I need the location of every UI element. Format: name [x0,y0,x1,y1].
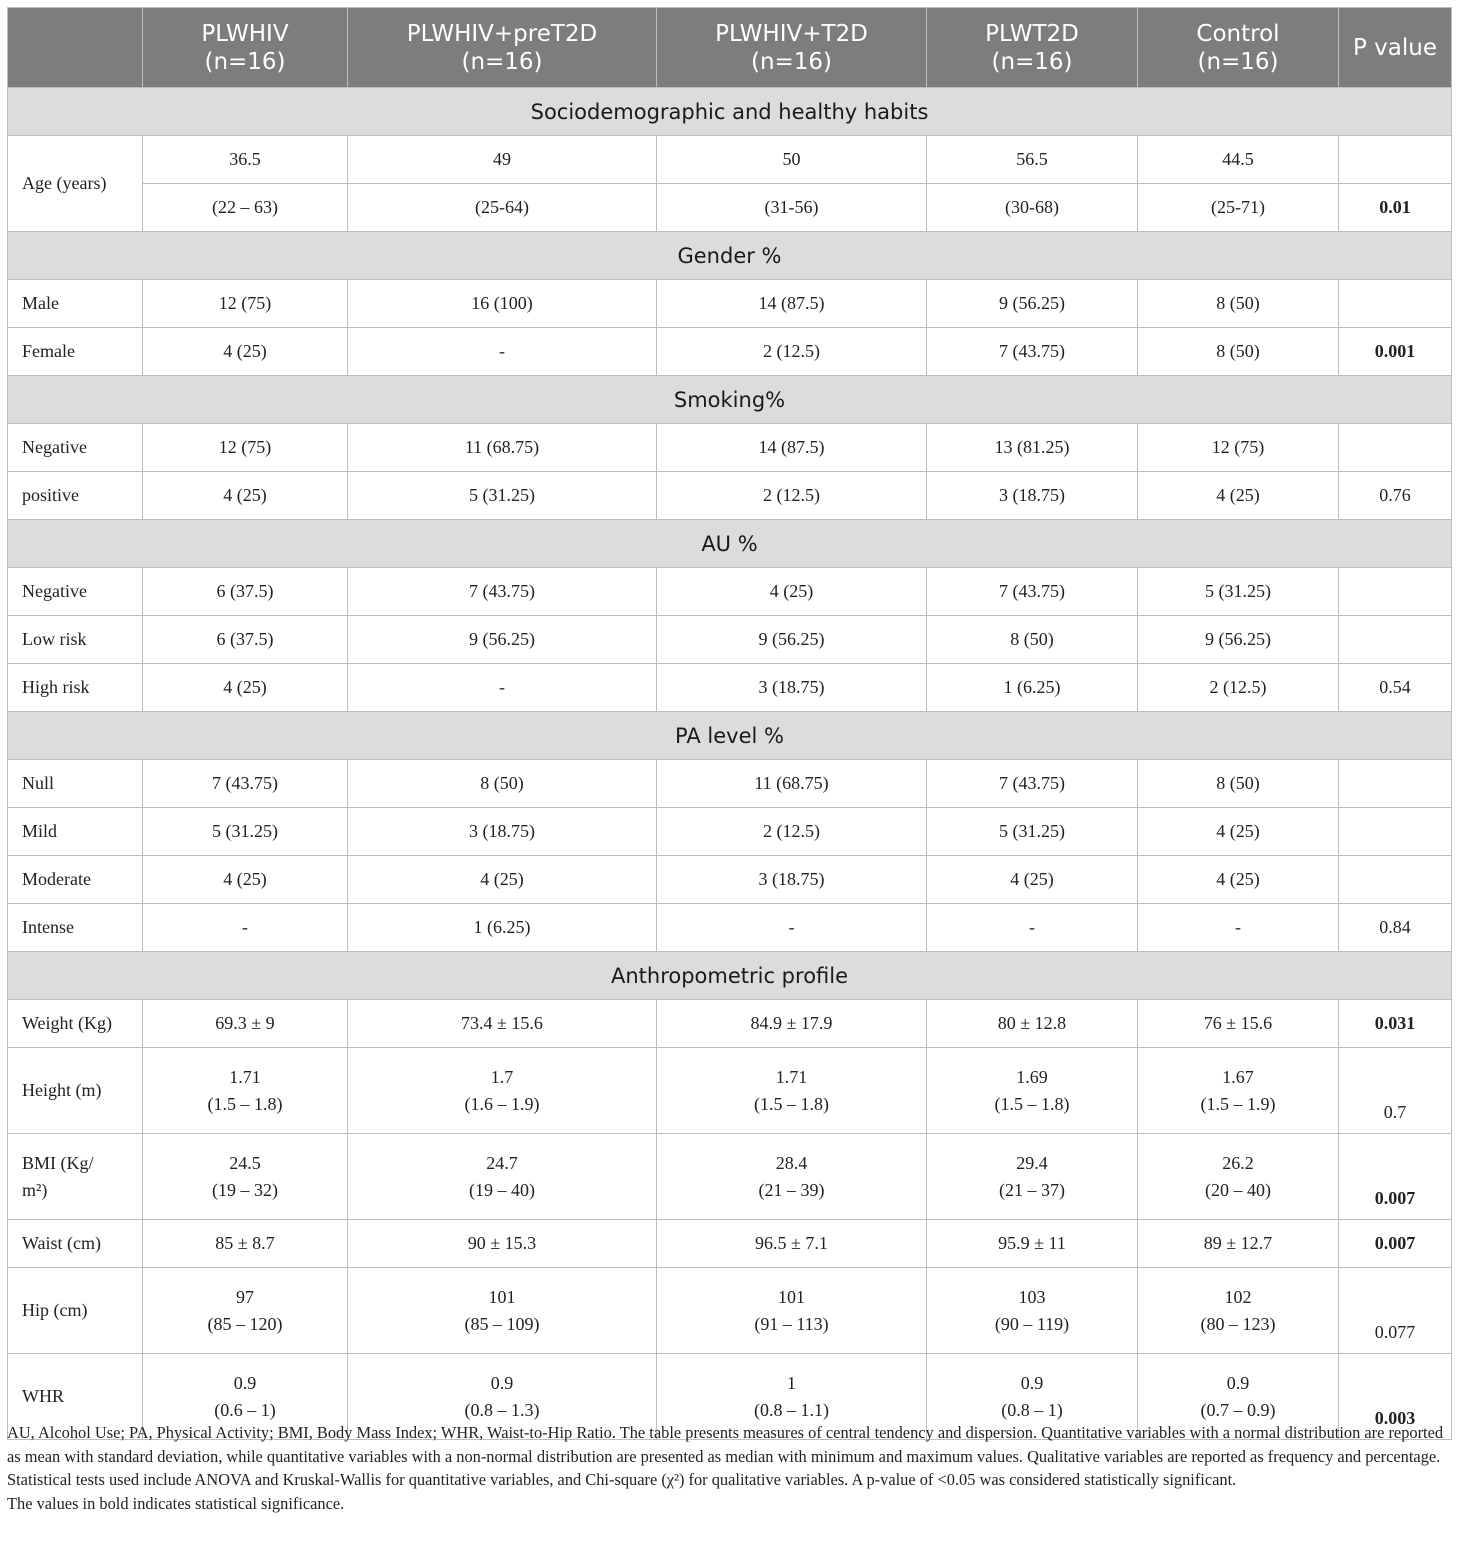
cell: 69.3 ± 9 [143,1000,348,1048]
cell: 3 (18.75) [657,856,927,904]
cell: 6 (37.5) [143,616,348,664]
cell: 24.5 (19 – 32) [143,1134,348,1220]
cell: 12 (75) [143,424,348,472]
table-row [8,664,1452,712]
p-value: 0.01 [1339,184,1452,232]
section-smoking: Smoking% [8,376,1452,424]
row-label: Negative [8,568,143,616]
cell: - [657,904,927,952]
cell: (30-68) [927,184,1138,232]
cell: 4 (25) [1138,856,1339,904]
section-anthropometric: Anthropometric profile [8,952,1452,1000]
cell: 8 (50) [1138,760,1339,808]
p-value: 0.7 [1339,1048,1452,1134]
cell: 56.5 [927,136,1138,184]
table-row [8,280,1452,328]
cell: 36.5 [143,136,348,184]
cell: - [1138,904,1339,952]
cell: 9 (56.25) [1138,616,1339,664]
cell: 0.9 (0.7 – 0.9) [1138,1354,1339,1440]
row-label: Moderate [8,856,143,904]
table-row [8,184,1452,232]
cell: 12 (75) [1138,424,1339,472]
row-label: Height (m) [8,1048,143,1134]
cell: 85 ± 8.7 [143,1220,348,1268]
cell: 90 ± 15.3 [348,1220,657,1268]
cell: 73.4 ± 15.6 [348,1000,657,1048]
p-value: 0.007 [1339,1220,1452,1268]
cell: 9 (56.25) [657,616,927,664]
cell: 4 (25) [1138,808,1339,856]
cell: 7 (43.75) [927,760,1138,808]
row-label: Age (years) [8,136,143,232]
row-label: positive [8,472,143,520]
header-empty [8,8,143,88]
cell: 103 (90 – 119) [927,1268,1138,1354]
cell: 89 ± 12.7 [1138,1220,1339,1268]
cell: 7 (43.75) [927,568,1138,616]
p-value: 0.76 [1339,472,1452,520]
header-plwhiv: PLWHIV (n=16) [143,8,348,88]
cell: (22 – 63) [143,184,348,232]
section-sociodemographic: Sociodemographic and healthy habits [8,88,1452,136]
cell: 13 (81.25) [927,424,1138,472]
p-value [1339,616,1452,664]
cell: 96.5 ± 7.1 [657,1220,927,1268]
cell-p-empty [1339,136,1452,184]
table-row [8,568,1452,616]
section-pa-level: PA level % [8,712,1452,760]
p-value [1339,424,1452,472]
p-value: 0.031 [1339,1000,1452,1048]
cell: 1.71 (1.5 – 1.8) [657,1048,927,1134]
footnote-bold-note: The values in bold indicates statistical significance. [7,1493,345,1513]
cell: - [348,664,657,712]
cell: 9 (56.25) [927,280,1138,328]
p-value [1339,280,1452,328]
table-row [8,136,1452,184]
row-label: BMI (Kg/ m²) [8,1134,143,1220]
header-plwhiv-t2d: PLWHIV+T2D (n=16) [657,8,927,88]
cell: 80 ± 12.8 [927,1000,1138,1048]
cell: 8 (50) [1138,280,1339,328]
cell: 1 (6.25) [348,904,657,952]
header-plwt2d: PLWT2D (n=16) [927,8,1138,88]
cell: 4 (25) [143,328,348,376]
p-value [1339,808,1452,856]
p-value [1339,856,1452,904]
cell: 49 [348,136,657,184]
table-row [8,616,1452,664]
cell: 5 (31.25) [143,808,348,856]
cell: 26.2 (20 – 40) [1138,1134,1339,1220]
table-row [8,856,1452,904]
cell: 29.4 (21 – 37) [927,1134,1138,1220]
cell: 101 (85 – 109) [348,1268,657,1354]
cell: 76 ± 15.6 [1138,1000,1339,1048]
cell: 1 (0.8 – 1.1) [657,1354,927,1440]
cell: 4 (25) [1138,472,1339,520]
table-row [8,1134,1452,1220]
row-label: Negative [8,424,143,472]
cell: 4 (25) [143,664,348,712]
row-label: Female [8,328,143,376]
cell: 7 (43.75) [348,568,657,616]
cell: 5 (31.25) [927,808,1138,856]
cell: 16 (100) [348,280,657,328]
cell: (31-56) [657,184,927,232]
cell: 1.67 (1.5 – 1.9) [1138,1048,1339,1134]
p-value [1339,760,1452,808]
table-row [8,1048,1452,1134]
row-label: Waist (cm) [8,1220,143,1268]
cell: 11 (68.75) [657,760,927,808]
cell: 14 (87.5) [657,424,927,472]
section-gender: Gender % [8,232,1452,280]
cell: 7 (43.75) [143,760,348,808]
table-row [8,760,1452,808]
header-plwhiv-pret2d: PLWHIV+preT2D (n=16) [348,8,657,88]
row-label: Null [8,760,143,808]
p-value: 0.001 [1339,328,1452,376]
cell: 3 (18.75) [348,808,657,856]
cell: 12 (75) [143,280,348,328]
cell: 0.9 (0.8 – 1.3) [348,1354,657,1440]
p-value: 0.077 [1339,1268,1452,1354]
cell: 97 (85 – 120) [143,1268,348,1354]
cell: 7 (43.75) [927,328,1138,376]
cell: 0.9 (0.8 – 1) [927,1354,1138,1440]
cell: 9 (56.25) [348,616,657,664]
footnote [7,1421,1455,1515]
p-value [1339,568,1452,616]
row-label: Intense [8,904,143,952]
cell: 8 (50) [348,760,657,808]
table-row [8,808,1452,856]
cell: 8 (50) [927,616,1138,664]
row-label: Low risk [8,616,143,664]
cell: 14 (87.5) [657,280,927,328]
cell: - [348,328,657,376]
table-row [8,1000,1452,1048]
cell: 84.9 ± 17.9 [657,1000,927,1048]
cell: (25-71) [1138,184,1339,232]
cell: 24.7 (19 – 40) [348,1134,657,1220]
cell: 1.7 (1.6 – 1.9) [348,1048,657,1134]
row-label: Mild [8,808,143,856]
row-label: Male [8,280,143,328]
table-row [8,472,1452,520]
cell: (25-64) [348,184,657,232]
cell: 2 (12.5) [657,328,927,376]
cell: 50 [657,136,927,184]
cell: 2 (12.5) [1138,664,1339,712]
data-table [7,7,1452,1440]
cell: 8 (50) [1138,328,1339,376]
table-row [8,1268,1452,1354]
row-label: Weight (Kg) [8,1000,143,1048]
table-row [8,424,1452,472]
header-control: Control (n=16) [1138,8,1339,88]
cell: 4 (25) [348,856,657,904]
p-value: 0.54 [1339,664,1452,712]
cell: 11 (68.75) [348,424,657,472]
cell: 3 (18.75) [927,472,1138,520]
p-value: 0.007 [1339,1134,1452,1220]
p-value: 0.003 [1339,1354,1452,1440]
cell: 1 (6.25) [927,664,1138,712]
row-label: High risk [8,664,143,712]
cell: 5 (31.25) [348,472,657,520]
cell: 4 (25) [143,472,348,520]
section-alcohol-use: AU % [8,520,1452,568]
table-row [8,904,1452,952]
row-label: Hip (cm) [8,1268,143,1354]
p-value: 0.84 [1339,904,1452,952]
cell: 4 (25) [927,856,1138,904]
cell: 44.5 [1138,136,1339,184]
footnote-abbreviations: AU, Alcohol Use; PA, Physical Activity; BMI, Body Mass Index; WHR, Waist-to-Hip Ratio. The table presents measures of central tendency and dispersion. Quantitative variables with a normal distribution are reported as mean with standard deviation, while quantitative variables with a non-normal distribution are presented as median with minimum and maximum values. Qualitative variables are reported as frequency and percentage. Statistical tests used include ANOVA and Kruskal-Wallis for quantitative variables, and Chi-square (χ²) for qualitative variables. A p-value of <0.05 was considered statistically significant. [7,1423,1444,1489]
cell: 95.9 ± 11 [927,1220,1138,1268]
cell: 28.4 (21 – 39) [657,1134,927,1220]
header-row [8,8,1452,88]
cell: 0.9 (0.6 – 1) [143,1354,348,1440]
table-container [7,7,1451,1440]
cell: 6 (37.5) [143,568,348,616]
cell: 1.71 (1.5 – 1.8) [143,1048,348,1134]
cell: 102 (80 – 123) [1138,1268,1339,1354]
table-row [8,328,1452,376]
table-row [8,1220,1452,1268]
header-p-value: P value [1339,8,1452,88]
cell: - [143,904,348,952]
cell: 4 (25) [143,856,348,904]
cell: 2 (12.5) [657,808,927,856]
cell: 1.69 (1.5 – 1.8) [927,1048,1138,1134]
cell: 2 (12.5) [657,472,927,520]
cell: 101 (91 – 113) [657,1268,927,1354]
cell: 5 (31.25) [1138,568,1339,616]
row-label: WHR [8,1354,143,1440]
cell: 3 (18.75) [657,664,927,712]
cell: - [927,904,1138,952]
cell: 4 (25) [657,568,927,616]
